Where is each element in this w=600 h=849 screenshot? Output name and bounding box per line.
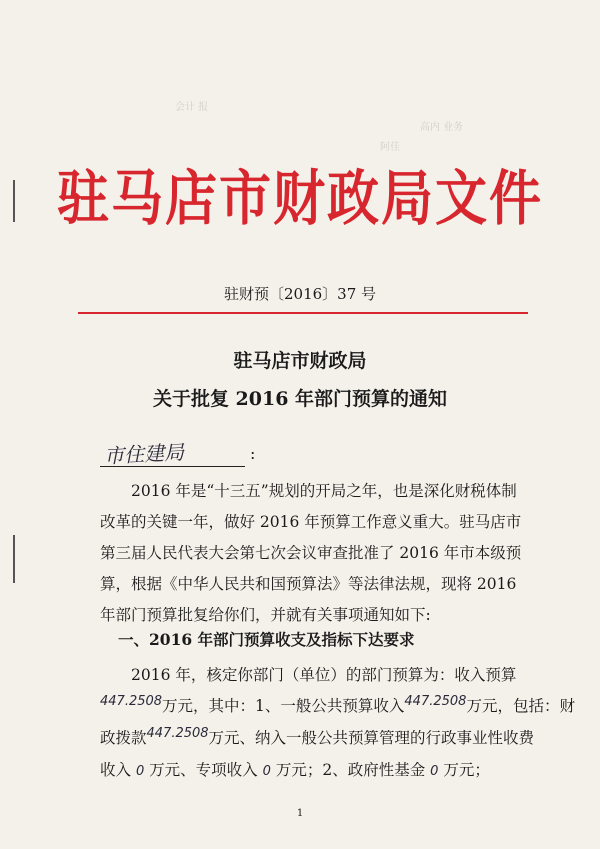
- notice-title-line1: 驻马店市财政局: [233, 350, 367, 372]
- letterhead-title: 驻马店市财政局文件: [56, 163, 543, 234]
- recipient-colon: :: [250, 444, 256, 463]
- paragraph-line: [100, 755, 520, 787]
- handwritten-fund: 0: [430, 764, 439, 779]
- section-heading: 一、2016 年部门预算收支及指标下达要求: [118, 630, 415, 649]
- bleed-through-text: 高内 业务: [420, 122, 464, 133]
- text-segment: 万元，包括：财: [466, 697, 575, 715]
- text-segment: 万元；: [443, 761, 490, 779]
- paragraph-line: 2016 年是“十三五”规划的开局之年，也是深化财税体制: [131, 482, 517, 500]
- red-divider-line: [78, 312, 528, 314]
- page-number: 1: [296, 808, 304, 819]
- text-segment: 万元；2、政府性基金: [275, 761, 426, 779]
- notice-title-line2: 关于批复 2016 年部门预算的通知: [152, 388, 448, 410]
- paragraph-line: 第三届人民代表大会第七次会议审查批准了 2016 年市本级预: [100, 544, 522, 562]
- document-number: 驻财预〔2016〕37 号: [223, 285, 377, 303]
- text-segment: 万元、纳入一般公共预算管理的行政事业性收费: [208, 729, 535, 747]
- text-segment: 万元、专项收入: [149, 761, 258, 779]
- recipient-handwriting: 市住建局: [103, 439, 185, 469]
- text-segment: 收入: [100, 761, 132, 779]
- handwritten-general: 447.2508: [404, 694, 467, 709]
- handwritten-special: 0: [262, 764, 271, 779]
- paragraph-line: 年部门预算批复给你们，并就有关事项通知如下:: [100, 606, 431, 624]
- binding-mark: [13, 535, 15, 583]
- bleed-through-text: 会计 报: [175, 102, 209, 113]
- paragraph-line: 改革的关键一年，做好 2016 年预算工作意义重大。驻马店市: [100, 513, 522, 531]
- paragraph-intro: [100, 476, 520, 631]
- bleed-through-text: 阿佳: [380, 142, 400, 153]
- text-segment: 万元，其中：1、一般公共预算收入: [162, 697, 405, 715]
- handwritten-total: 447.2508: [100, 694, 163, 709]
- handwritten-appropriation: 447.2508: [146, 726, 209, 741]
- paragraph-line: 算，根据《中华人民共和国预算法》等法律法规，现将 2016: [100, 575, 517, 593]
- handwritten-fees: 0: [135, 764, 145, 779]
- text-segment: 政拨款: [100, 729, 147, 747]
- paragraph-line: 2016 年，核定你部门（单位）的部门预算为：收入预算: [131, 666, 517, 684]
- paragraph-budget: [100, 660, 575, 787]
- recipient-field: [100, 439, 256, 469]
- paragraph-line: [100, 723, 535, 755]
- paragraph-line: [100, 691, 575, 723]
